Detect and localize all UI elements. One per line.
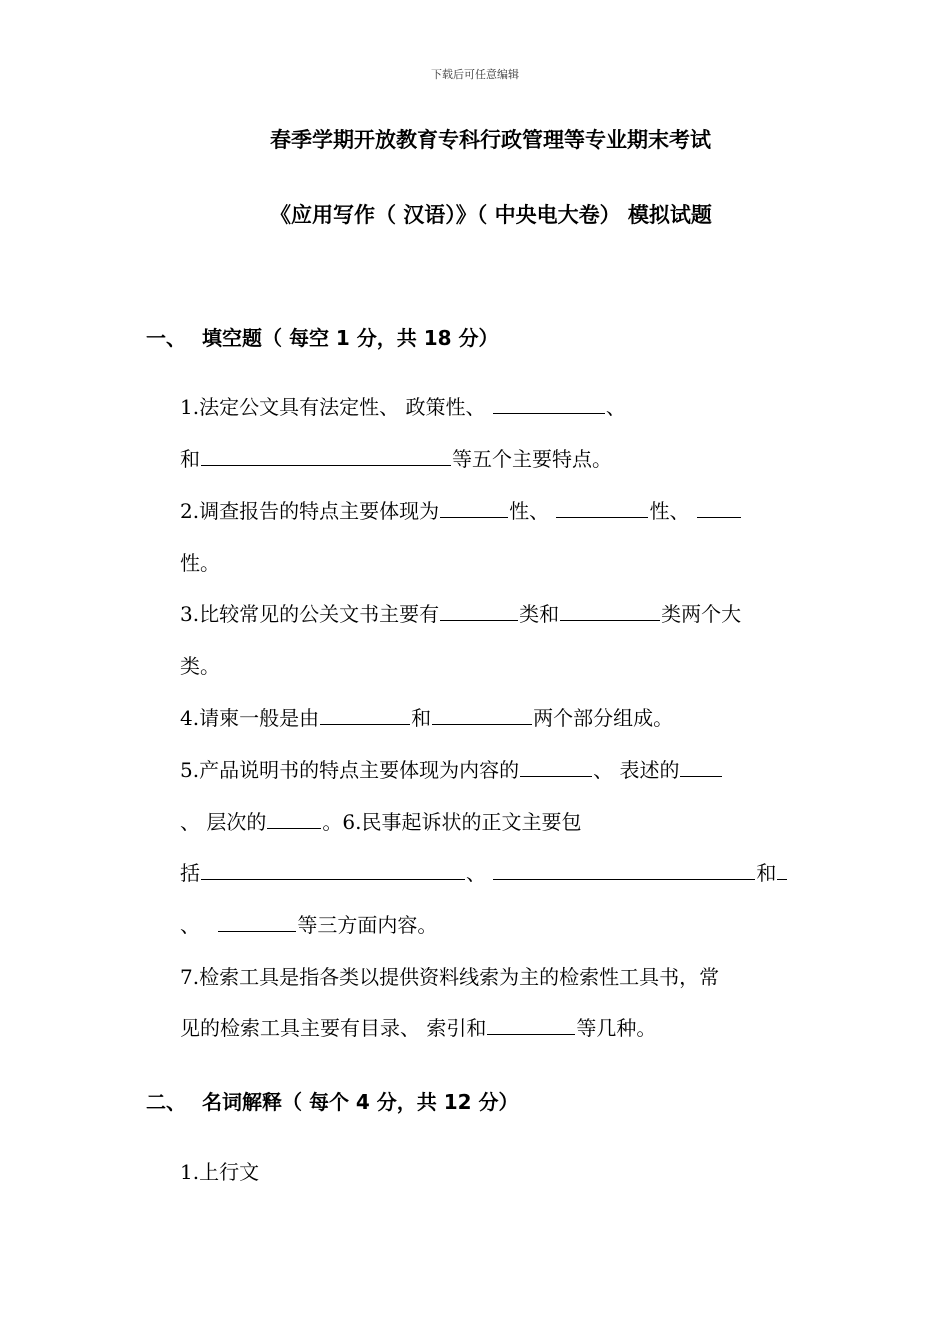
question-1-line1: 1.法定公文具有法定性、 政策性、 、 [180, 395, 626, 419]
question-4: 4.请柬一般是由 和 两个部分组成。 [180, 706, 674, 730]
exam-title-line2: 《应用写作（ 汉语）》（ 中央电大卷） 模拟试题 [270, 203, 712, 227]
section-label: 名词解释（ 每个 4 分，共 12 分） [202, 1090, 519, 1114]
answer-blank[interactable] [777, 859, 787, 880]
answer-blank[interactable] [201, 445, 451, 466]
question-3-line1: 3.比较常见的公关文书主要有 类和 类两个大 [180, 602, 742, 626]
question-5-line1: 5.产品说明书的特点主要体现为内容的 、 表述的 [180, 756, 810, 784]
header-note: 下载后可任意编辑 [431, 68, 519, 81]
question-7-line1: 7.检索工具是指各类以提供资料线索为主的检索性工具书，常 [180, 965, 720, 989]
answer-blank[interactable] [320, 704, 410, 725]
section-term-explanation [146, 1086, 519, 1115]
answer-blank[interactable] [520, 756, 592, 777]
answer-blank[interactable] [493, 859, 755, 880]
answer-blank[interactable] [440, 600, 518, 621]
question-6-line2: 、 等三方面内容。 [180, 913, 438, 937]
section-fill-in-blank [146, 322, 499, 351]
answer-blank[interactable] [267, 808, 321, 829]
question-6-line1: 括 、 和 [180, 859, 810, 887]
question-2-line1: 2.调查报告的特点主要体现为 性、 性、 [180, 497, 810, 525]
answer-blank[interactable] [487, 1014, 575, 1035]
question-3-line2: 类。 [180, 654, 220, 678]
section-number: 一、 [146, 326, 186, 350]
section-label: 填空题（ 每空 1 分，共 18 分） [202, 326, 499, 350]
answer-blank[interactable] [440, 497, 508, 518]
question-1-line2: 和 等五个主要特点。 [180, 447, 612, 471]
question-5-line2: 、 层次的 。6.民事起诉状的正文主要包 [180, 810, 582, 834]
exam-title-line1: 春季学期开放教育专科行政管理等专业期末考试 [270, 128, 711, 152]
answer-blank[interactable] [432, 704, 532, 725]
section2-question-1: 1.上行文 [180, 1160, 260, 1184]
answer-blank[interactable] [201, 859, 465, 880]
answer-blank[interactable] [560, 600, 660, 621]
answer-blank[interactable] [697, 497, 741, 518]
answer-blank[interactable] [218, 911, 296, 932]
answer-blank[interactable] [680, 756, 722, 777]
answer-blank[interactable] [556, 497, 648, 518]
question-7-line2: 见的检索工具主要有目录、 索引和 等几种。 [180, 1016, 657, 1040]
question-2-line2: 性。 [180, 551, 220, 575]
answer-blank[interactable] [493, 393, 605, 414]
section-number: 二、 [146, 1090, 186, 1114]
